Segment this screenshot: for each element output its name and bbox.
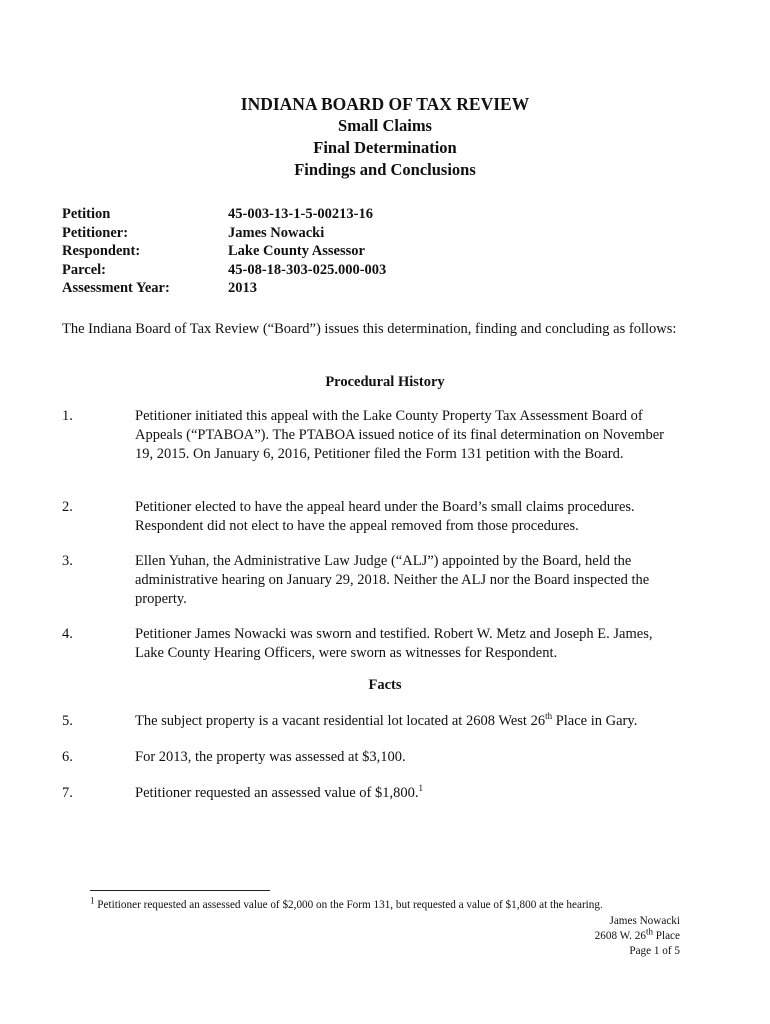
footnote-reference[interactable]: 1	[418, 783, 423, 794]
procedural-history-heading: Procedural History	[325, 374, 445, 390]
finding-text: Petitioner James Nowacki was sworn and testified. Robert W. Metz and Joseph E. James, Lake County Hearing Officers, were sworn as witnesses for Respondent.	[135, 626, 653, 661]
finding-text: Ellen Yuhan, the Administrative Law Judge (“ALJ”) appointed by the Board, held the administrative hearing on January 29, 2018. Neither the ALJ nor the Board inspected the property.	[135, 553, 650, 607]
finding-number: 5.	[62, 713, 73, 729]
finding-text: Petitioner initiated this appeal with the Lake County Property Tax Assessment Board of Appeals (“PTABOA”). The PTABOA issued notice of its final determination on November 19, 2015. On January 6, 2016, Petitioner filed the Form 131 petition with the Board.	[135, 408, 664, 462]
finding-3	[62, 552, 682, 609]
footnote	[90, 895, 603, 911]
petition-label: Petition	[62, 206, 111, 222]
finding-5-text-end: Place in Gary.	[552, 713, 638, 729]
finding-2	[62, 498, 682, 536]
facts-heading: Facts	[368, 677, 402, 693]
parcel-value: 45-08-18-303-025.000-003	[228, 261, 387, 278]
footer-petitioner-name: James Nowacki	[609, 915, 680, 927]
finding-5-text-start: The subject property is a vacant residential lot located at 2608 West 26	[135, 713, 546, 729]
finding-5	[62, 712, 682, 731]
respondent-value: Lake County Assessor	[228, 243, 365, 259]
footnote-marker: 1	[90, 895, 95, 906]
finding-text	[135, 784, 682, 803]
finding-text: For 2013, the property was assessed at $3,100.	[135, 749, 406, 765]
ordinal-suffix: th	[645, 926, 653, 937]
subtitle-final-determination: Final Determination	[313, 138, 457, 157]
document-title: INDIANA BOARD OF TAX REVIEW	[240, 94, 530, 114]
footer-address	[594, 926, 680, 944]
finding-number: 3.	[62, 553, 73, 569]
caption-row-petitioner	[62, 224, 386, 243]
finding-4	[62, 625, 682, 663]
petitioner-label: Petitioner:	[62, 224, 129, 241]
caption-row-respondent	[62, 242, 386, 261]
petition-value: 45-003-13-1-5-00213-16	[228, 206, 373, 222]
footnote-divider	[90, 890, 270, 891]
assessment-year-value: 2013	[228, 280, 257, 296]
page-footer	[595, 914, 680, 959]
finding-number: 6.	[62, 749, 73, 765]
footnote-text: Petitioner requested an assessed value of $2,000 on the Form 131, but requested a value of $1,800 at the hearing.	[94, 899, 603, 911]
case-caption	[62, 205, 386, 298]
caption-row-assessment-year	[62, 279, 386, 298]
parcel-label: Parcel:	[62, 261, 107, 278]
subtitle-findings: Findings and Conclusions	[294, 160, 476, 179]
petitioner-value: James Nowacki	[228, 224, 325, 241]
respondent-label: Respondent:	[62, 243, 141, 259]
footer-address-start: 2608 W. 26	[594, 930, 646, 942]
caption-row-petition	[62, 205, 386, 224]
caption-row-parcel	[62, 261, 386, 280]
page-number: Page 1 of 5	[629, 945, 680, 957]
subtitle-small-claims: Small Claims	[338, 116, 432, 135]
intro-paragraph: The Indiana Board of Tax Review (“Board”) issues this determination, finding and concluding as follows:	[62, 321, 677, 337]
assessment-year-label: Assessment Year:	[62, 280, 170, 296]
finding-number: 7.	[62, 785, 73, 801]
finding-number: 4.	[62, 626, 73, 642]
finding-number: 2.	[62, 499, 73, 515]
finding-1	[62, 407, 682, 464]
footer-address-end: Place	[652, 930, 680, 942]
document-header	[0, 93, 770, 181]
finding-text	[135, 712, 682, 731]
finding-7-text: Petitioner requested an assessed value of $1,800.	[135, 785, 419, 801]
ordinal-suffix: th	[545, 711, 553, 722]
finding-6	[62, 748, 682, 767]
finding-text: Petitioner elected to have the appeal heard under the Board’s small claims procedures. Respondent did not elect to have the appeal removed from those procedures.	[135, 499, 635, 534]
finding-number: 1.	[62, 408, 73, 424]
finding-7	[62, 784, 682, 803]
